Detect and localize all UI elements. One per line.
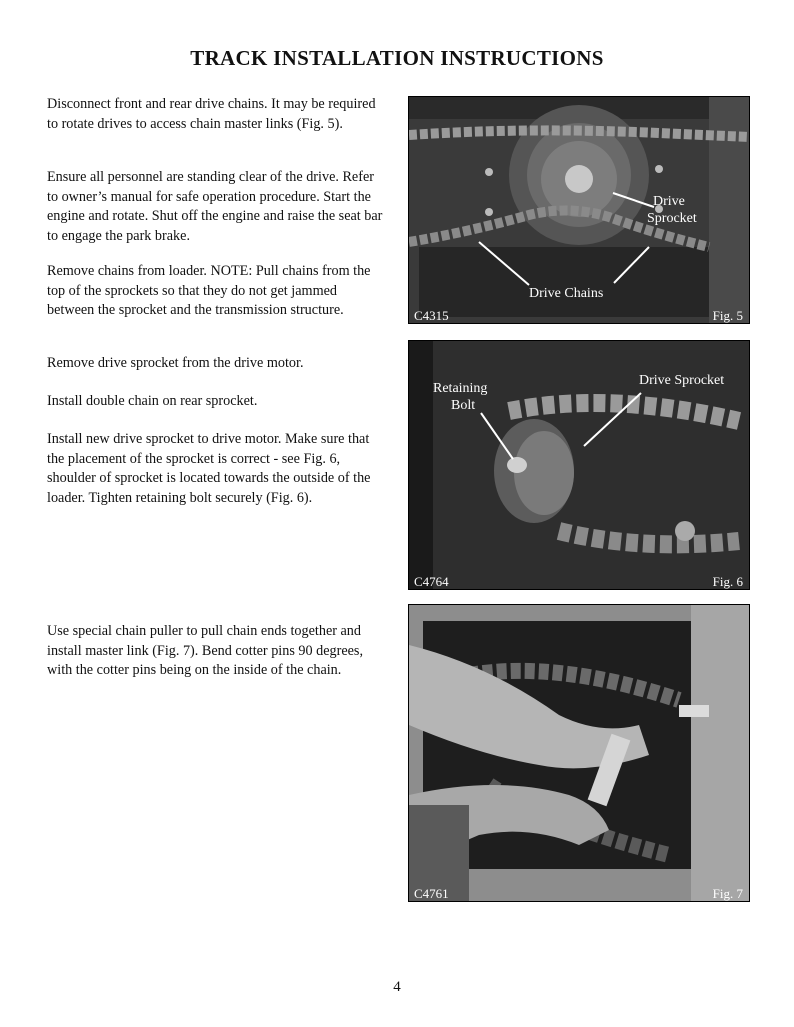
figure-label: Fig. 7 — [712, 886, 743, 901]
step-install-new-sprocket: Install new drive sprocket to drive motor. Make sure that the placement of the sprocket is correct - see Fig. 6, shoulder of sprocket is located towards the outside of the loader. Tighten retaining bolt securely (Fig. 6). — [47, 431, 371, 506]
page-number: 4 — [393, 979, 401, 995]
chain-puller-photo-illustration — [409, 605, 749, 901]
figure-label: Fig. 6 — [712, 574, 743, 589]
page-title: TRACK INSTALLATION INSTRUCTIONS — [190, 46, 604, 70]
figure-6-photo — [408, 340, 750, 590]
callout-drive-sprocket: Drive Sprocket — [639, 373, 725, 388]
figure-5-photo — [408, 96, 750, 324]
step-disconnect-chains: Disconnect front and rear drive chains. It may be required to rotate drives to access chain master links (Fig. 5). — [47, 96, 376, 132]
step-remove-chains: Remove chains from loader. NOTE: Pull chains from the top of the sprockets so that they do not get jammed between the sprocket and the transmission structure. — [47, 263, 371, 318]
callout-retaining-bolt-line2: Bolt — [451, 398, 476, 413]
callout-drive-chains: Drive Chains — [529, 286, 604, 301]
step-safety-and-park-brake: Ensure all personnel are standing clear of the drive. Refer to owner’s manual for safe operation procedure. Start the engine and rotate. Shut off the engine and raise the seat bar to engage the park brake. — [47, 169, 383, 244]
step-remove-drive-sprocket: Remove drive sprocket from the drive motor. — [47, 355, 304, 371]
figure-label: Fig. 5 — [712, 308, 743, 323]
photo-code: C4761 — [414, 886, 449, 901]
photo-code: C4315 — [414, 308, 449, 323]
callout-drive-sprocket-line1: Drive — [653, 194, 685, 209]
step-chain-puller-master-link: Use special chain puller to pull chain ends together and install master link (Fig. 7). Bend cotter pins 90 degrees, with the cotter pins being on the inside of the chain. — [47, 623, 364, 678]
callout-retaining-bolt-line1: Retaining — [433, 381, 488, 396]
callout-drive-sprocket-line2: Sprocket — [647, 211, 697, 226]
photo-code: C4764 — [414, 574, 449, 589]
figure-7-photo — [408, 604, 750, 902]
step-install-double-chain: Install double chain on rear sprocket. — [47, 393, 258, 409]
